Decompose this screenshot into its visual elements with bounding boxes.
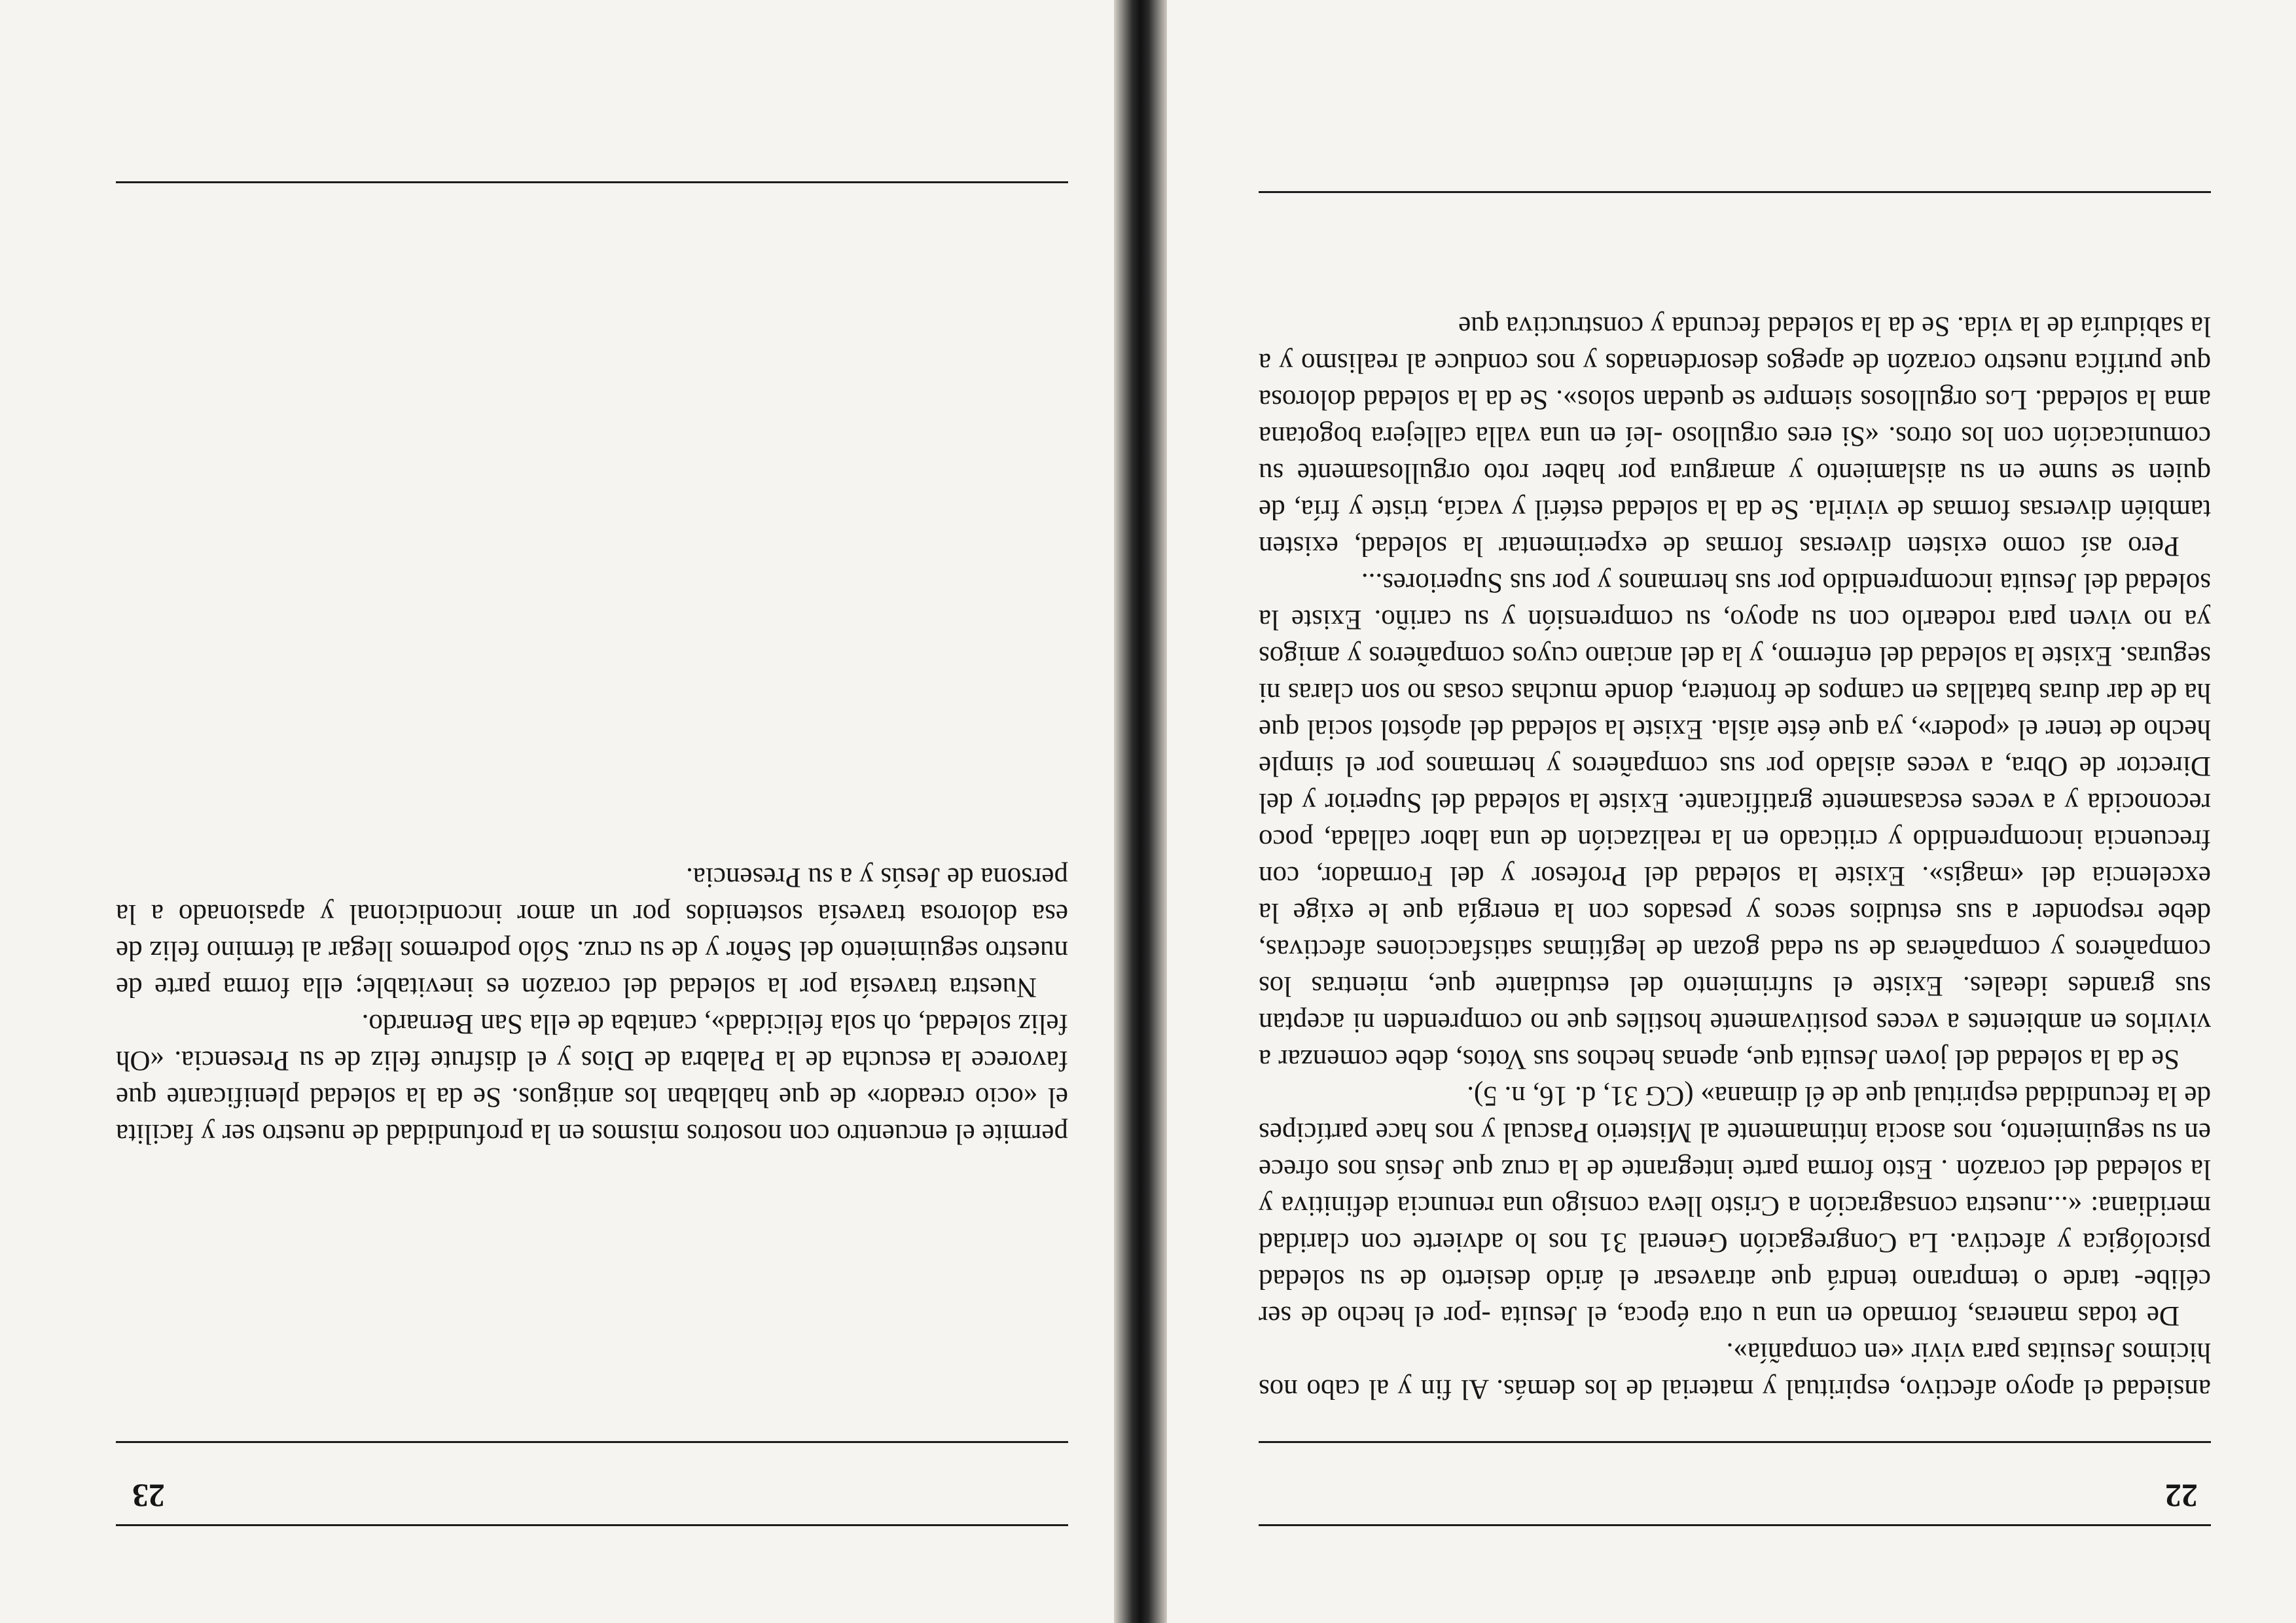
page-number-right: 23 (132, 1478, 165, 1514)
paragraph: De todas maneras, formado en una u otra época, el Jesuita -por el hecho de ser célibe- tarde o temprano tendrá que atravesar el árido desierto de su soledad psicológica y afectiva. La Congregación General 31 nos lo advierte con claridad meridiana: «...nuestra consagración a Cristo lleva consigo una renuncia definitiva y la soledad del corazón . Esto forma parte integrante de la cruz que Jesús nos ofrece en su seguimiento, nos asocia íntimamente al Misterio Pascual y nos hace partícipes de la fecundidad espiritual que de él dimana» (CG 31, d. 16, n. 5). (1259, 1080, 2211, 1331)
header-rule-top (1259, 1524, 2211, 1526)
right-page-body (116, 859, 1068, 1152)
header-rule-top (116, 1524, 1068, 1526)
paragraph: Nuestra travesía por la soledad del corazón es inevitable; ella forma parte de nuestro seguimiento del Señor y de su cruz. Sólo podremos llegar al término feliz de esa dolorosa travesía sostenidos por un amor incondicional y apasionado a la persona de Jesús y a su Presencia. (116, 862, 1068, 1003)
page-left (1167, 0, 2296, 1623)
header-rule-bottom (116, 1441, 1068, 1443)
book-gutter (1114, 0, 1167, 1623)
paragraph: Se da la soledad del joven Jesuita que, apenas hechos sus Votos, debe comenzar a vivirlos en ambientes a veces positivamente hostiles que no comprenden ni aceptan sus grandes ideales. Existe el sufrimiento del estudiante que, mientras los compañeros y compañeras de su edad gozan de legítimas satisfacciones afectivas, debe responder a sus estudios secos y pesados con la energía que le exige la excelencia del «magis». Existe la soledad del Profesor y del Formador, con frecuencia incomprendido y criticado en la realización de una labor callada, poco reconocida y a veces escasamente gratificante. Existe la soledad del Superior y del Director de Obra, a veces aislado por sus compañeros y hermanos por el simple hecho de tener el «poder», ya que éste aísla. Existe la soledad del apóstol social que ha de dar duras batallas en campos de frontera, donde muchas cosas no son claras ni seguras. Existe la soledad del enfermo, y la del anciano cuyos compañeros y amigos ya no viven para rodearlo con su apoyo, su comprensión y su cariño. Existe la soledad del Jesuita incomprendido por sus hermanos y por sus Superiores... (1259, 567, 2211, 1075)
left-page-body (1259, 308, 2211, 1407)
paragraph: ansiedad el apoyo afectivo, espiritual y material de los demás. Al fin y al cabo nos hicimos Jesuitas para vivir «en compañía». (1259, 1337, 2211, 1404)
page-right (0, 0, 1114, 1623)
paragraph: Pero así como existen diversas formas de experimentar la soledad, existen también diversas formas de vivirla. Se da la soledad estéril y vacía, triste y fría, de quien se sume en su aislamiento y amargura por haber roto orgullosamente su comunicación con los otros. «Si eres orgulloso -leí en una valla callejera bogotana ama la soledad. Los orgullosos siempre se quedan solos». Se da la soledad dolorosa que purifica nuestro corazón de apegos desordenados y nos conduce al realismo y a la sabiduría de la vida. Se da la soledad fecunda y constructiva que (1259, 311, 2211, 562)
header-rule-bottom (1259, 1441, 2211, 1443)
page-number-left: 22 (2165, 1478, 2198, 1514)
footer-rule (116, 181, 1068, 183)
paragraph: permite el encuentro con nosotros mismos en la profundidad de nuestro ser y facilita el «ocio creador» de que hablaban los antiguos. Se da la soledad plenificante que favorece la escucha de la Palabra de Dios y el disfrute feliz de su Presencia. «Oh feliz soledad, oh sola felicidad», cantaba de ella San Bernardo. (116, 1008, 1068, 1149)
footer-rule (1259, 191, 2211, 193)
